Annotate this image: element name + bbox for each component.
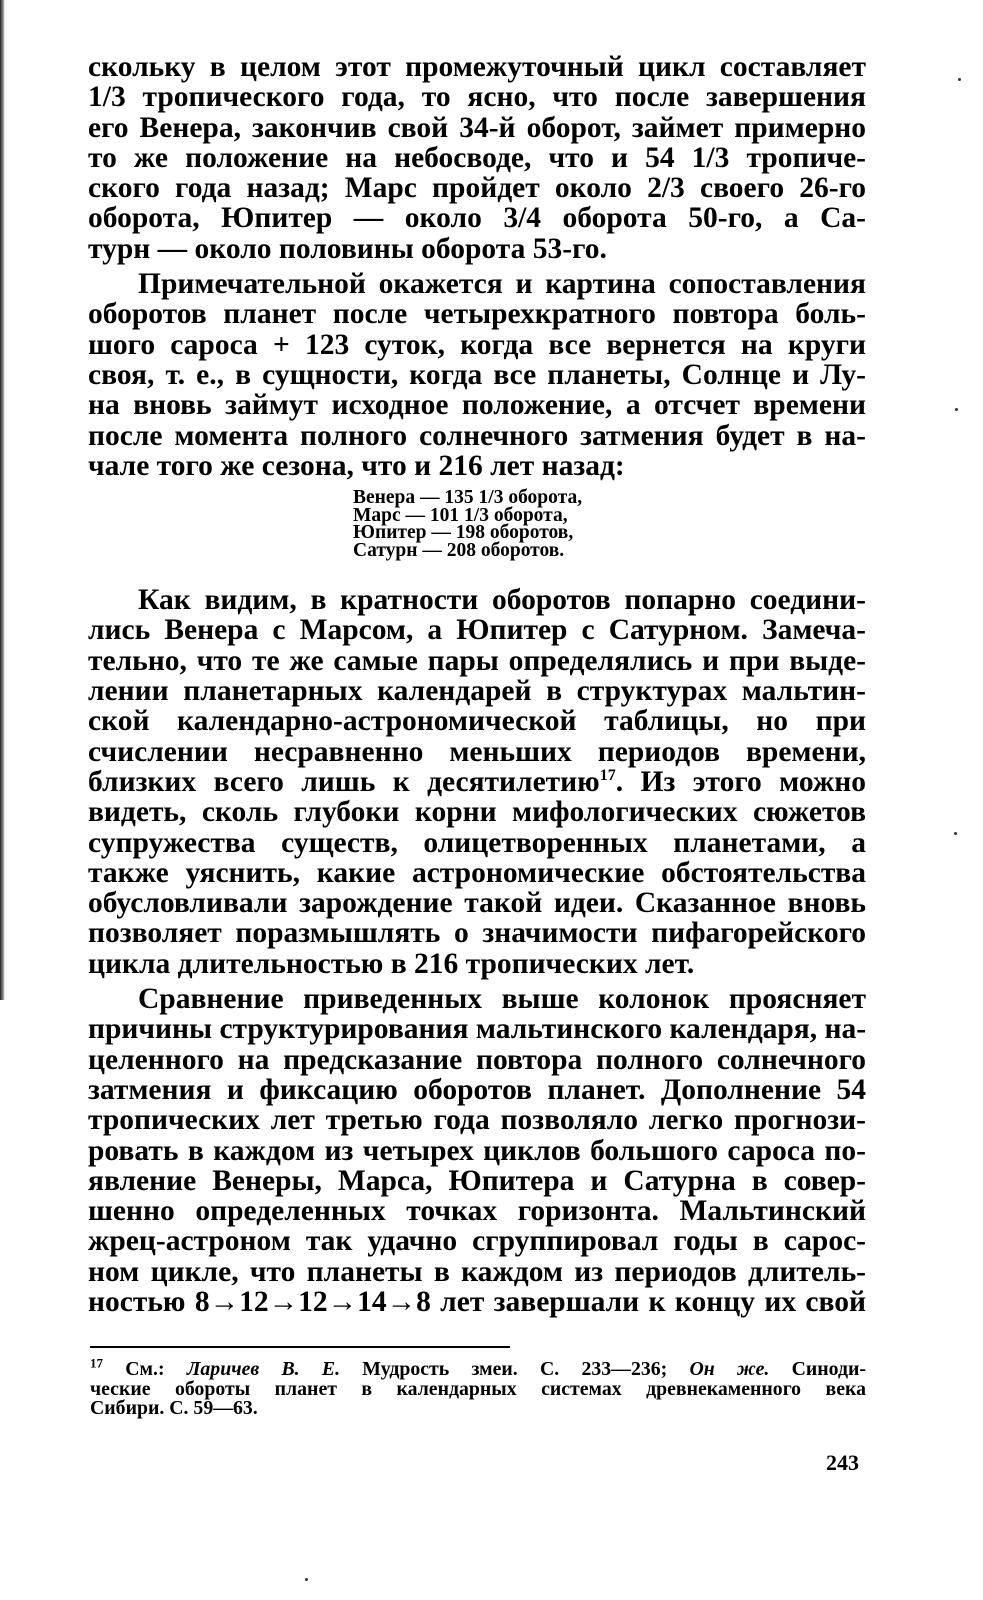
text-line: 1/3 тропического года, то ясно, что после завершения [88,81,866,114]
text-line: видеть, сколь глубоки корни мифологических сюжетов [88,796,866,829]
paragraph-2 [88,269,866,481]
text-line: причины структурирования мальтинского календаря, на- [88,1013,867,1046]
text-line: шого сароса + 123 суток, когда все вернется на круги [88,328,866,361]
footnote-author: Ларичев В. Е. [186,1358,341,1380]
footnote-line [90,1355,866,1380]
text-line: Как видим, в кратности оборотов попарно соедини- [138,584,866,617]
text-fragment: Синоди- [769,1358,866,1380]
text-line: обусловливали зарождение такой идеи. Сказанное вновь [88,887,866,920]
list-item: Юпитер — 198 оборотов, [353,522,574,544]
text-line: оборотов планет после четырехкратного повтора боль- [88,298,866,331]
list-item: Венера — 135 1/3 оборота, [353,487,583,509]
text-fragment: . Из этого можно [615,765,867,798]
paragraph-1 [88,52,866,264]
text-line: лись Венера с Марсом, а Юпитер с Сатурном. Замеча- [88,614,866,647]
text-line: его Венера, закончив свой 34-й оборот, займет примерно [88,111,866,144]
footnote [90,1355,866,1419]
text-line: ном цикле, что планеты в каждом из периодов длитель- [88,1255,866,1288]
text-line: своя, т. е., в сущности, когда все планеты, Солнце и Лу- [88,358,866,391]
text-line: затмения и фиксацию оборотов планет. Дополнение 54 [88,1073,866,1106]
text-fragment: См.: [103,1358,187,1380]
text-line: после момента полного солнечного затмения будет в на- [88,419,866,452]
text-line: тропических лет третью года позволяло легко прогнози- [88,1104,866,1137]
scan-speck [954,832,957,835]
text-line: цикла длительностью в 216 тропических лет. [88,947,695,980]
text-fragment: близких всего лишь к десятилетию [88,765,600,798]
paragraph-3 [88,585,866,979]
footnote-author: Он же. [689,1358,770,1380]
list-item: Сатурн — 208 оборотов. [353,539,565,561]
text-line: ского года назад; Марс пройдет около 2/3 своего 26-го [88,172,866,205]
text-line: ностью 8→12→12→14→8 лет завершали к концу их свой [88,1285,866,1318]
footnote-separator [90,1346,510,1348]
scan-speck [955,408,958,411]
scan-speck [305,1578,308,1581]
footnote-reference[interactable]: 17 [599,767,616,785]
text-line-with-footnote-ref [88,767,866,797]
footnote-line: ческие обороты планет в календарных системах древнекаменного века [90,1377,866,1400]
text-line: чале того же сезона, что и 216 лет назад: [88,449,625,482]
text-line: позволяет поразмышлять о значимости пифагорейского [88,917,866,950]
scan-edge-shadow [0,0,5,1000]
text-line: Сравнение приведенных выше колонок проясняет [138,983,866,1016]
text-line: супружества существ, олицетворенных планетами, а [88,826,866,859]
list-item: Марс — 101 1/3 оборота, [353,504,568,526]
text-line: то же положение на небосводе, что и 54 1/3 тропиче- [88,141,866,174]
text-line: счислении несравненно меньших периодов времени, [88,735,866,768]
page-body [88,52,866,1317]
planet-revolutions-list [353,489,866,559]
text-line: явление Венеры, Марса, Юпитера и Сатурна в совер- [88,1164,866,1197]
footnote-line: Сибири. С. 59—63. [90,1397,258,1419]
text-line: Примечательной окажется и картина сопоставления [138,268,866,301]
text-line: шенно определенных точках горизонта. Мальтинский [88,1195,866,1228]
text-line: целенного на предсказание повтора полного солнечного [88,1043,866,1076]
text-line: жрец-астроном так удачно сгруппировал годы в сарос- [88,1225,866,1258]
text-line: ской календарно-астрономической таблицы, но при [88,705,866,738]
text-line: ровать в каждом из четырех циклов большого сароса по- [88,1134,866,1167]
text-line: на вновь займут исходное положение, а отсчет времени [88,389,866,422]
text-line: оборота, Юпитер — около 3/4 оборота 50-го, а Са- [88,202,866,235]
page-number: 243 [826,1450,859,1475]
text-line: турн — около половины оборота 53-го. [88,232,607,265]
text-fragment: Мудрость змеи. С. 233—236; [340,1358,690,1380]
text-line: лении планетарных календарей в структурах мальтин- [88,675,866,708]
scan-speck [958,78,961,81]
paragraph-4 [88,984,866,1317]
footnote-mark: 17 [90,1355,103,1371]
text-line: скольку в целом этот промежуточный цикл составляет [88,51,866,83]
text-line: также уяснить, какие астрономические обстоятельства [88,856,866,889]
text-line: тельно, что те же самые пары определялись и при выде- [88,644,866,677]
